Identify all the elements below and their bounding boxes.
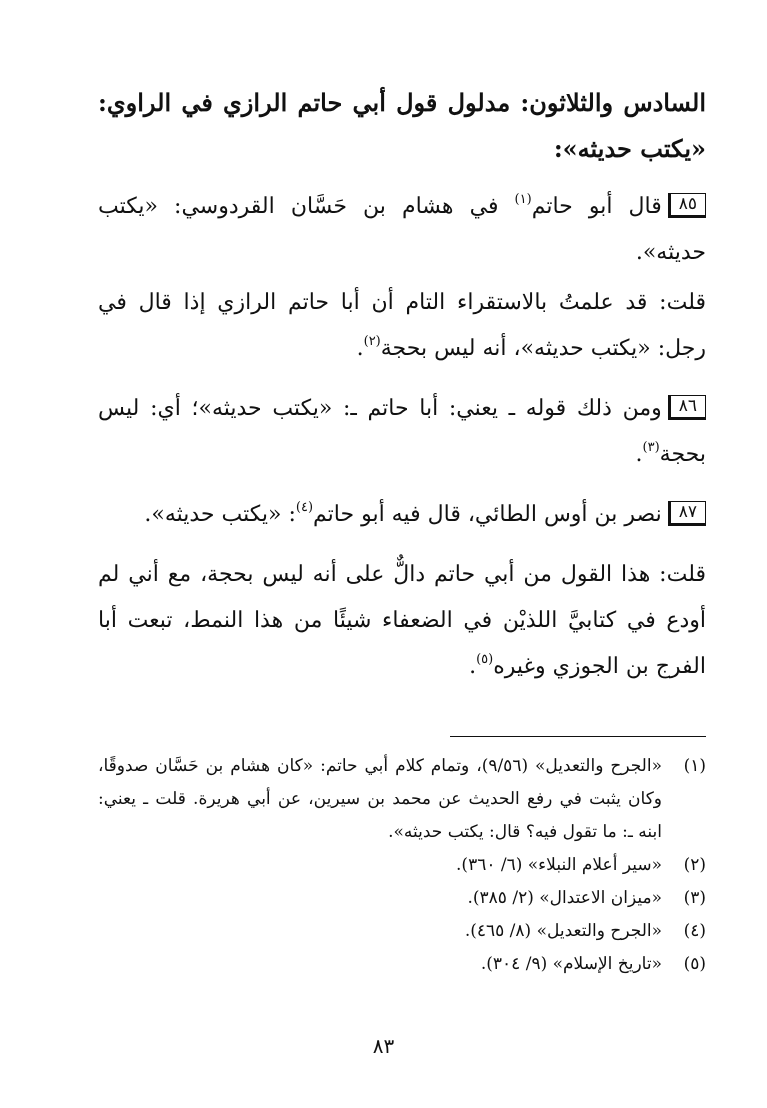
footnote bbox=[98, 882, 706, 915]
entry-text: ومن ذلك قوله ـ يعني: أبا حاتم ـ: «يكتب حديثه»؛ أي: ليس بحجة bbox=[98, 396, 706, 467]
footnote-number: (١) bbox=[683, 756, 706, 776]
footnote-number: (٣) bbox=[683, 888, 706, 908]
footnote-text: «تاريخ الإسلام» (٩/ ٣٠٤). bbox=[480, 954, 662, 974]
paragraph-text: قلت: هذا القول من أبي حاتم دالٌّ على أنه ليس بحجة، مع أني لم أودع في كتابيَّ اللذيْن في الضعفاء شيئًا من هذا النمط، تبعت أبا الفرج بن الجوزي وغيره bbox=[98, 562, 706, 679]
footnote-text: «سير أعلام النبلاء» (٦/ ٣٦٠). bbox=[456, 855, 662, 875]
footnote-ref[interactable]: (٢) bbox=[363, 334, 381, 349]
entry-number: ٨٥ bbox=[668, 193, 706, 218]
entry-text: : «يكتب حديثه». bbox=[144, 502, 296, 527]
page-number: ٨٣ bbox=[372, 1034, 395, 1058]
entry-text: . bbox=[635, 442, 643, 467]
footnote-ref[interactable]: (١) bbox=[514, 192, 532, 207]
footnotes bbox=[98, 750, 706, 981]
entry-text: قال أبو حاتم bbox=[531, 194, 662, 219]
comment-paragraph bbox=[98, 552, 706, 690]
footnote-text: «الجرح والتعديل» (٩/٥٦)، وتمام كلام أبي حاتم: «كان هشام بن حَسَّان صدوقًا، وكان يثبت في رفع الحديث عن محمد بن سيرين، عن أبي هريرة. قلت ـ يعني: ابنه ـ: ما تقول فيه؟ قال: يكتب حديثه». bbox=[98, 756, 662, 842]
footnote-number: (٤) bbox=[683, 921, 706, 941]
entry-85 bbox=[98, 184, 706, 276]
comment-paragraph bbox=[98, 280, 706, 372]
paragraph-text: . bbox=[356, 336, 364, 361]
entry-number: ٨٧ bbox=[668, 501, 706, 526]
footnote bbox=[98, 915, 706, 948]
footnote-ref[interactable]: (٥) bbox=[476, 652, 494, 667]
entry-text: في هشام بن حَسَّان القردوسي: «يكتب حديثه». bbox=[98, 194, 706, 265]
footnote bbox=[98, 948, 706, 981]
footnote-number: (٥) bbox=[683, 954, 706, 974]
footnote-number: (٢) bbox=[683, 855, 706, 875]
footnote bbox=[98, 849, 706, 882]
footnote-ref[interactable]: (٣) bbox=[642, 440, 660, 455]
paragraph-text: قلت: قد علمتُ بالاستقراء التام أن أبا حاتم الرازي إذا قال في رجل: «يكتب حديثه»، أنه ليس بحجة bbox=[98, 290, 706, 361]
paragraph-text: . bbox=[469, 654, 477, 679]
entry-number: ٨٦ bbox=[668, 395, 706, 420]
footnote bbox=[98, 750, 706, 849]
footnote-ref[interactable]: (٤) bbox=[295, 500, 314, 515]
main-text bbox=[98, 80, 706, 704]
footnote-divider bbox=[450, 736, 706, 737]
section-heading: السادس والثلاثون: مدلول قول أبي حاتم الرازي في الراوي: «يكتب حديثه»: bbox=[98, 88, 706, 163]
entry-87 bbox=[98, 492, 706, 538]
footnote-text: «الجرح والتعديل» (٨/ ٤٦٥). bbox=[464, 921, 662, 941]
entry-86 bbox=[98, 386, 706, 478]
entry-text: نصر بن أوس الطائي، قال فيه أبو حاتم bbox=[313, 502, 662, 527]
footnote-text: «ميزان الاعتدال» (٢/ ٣٨٥). bbox=[467, 888, 662, 908]
